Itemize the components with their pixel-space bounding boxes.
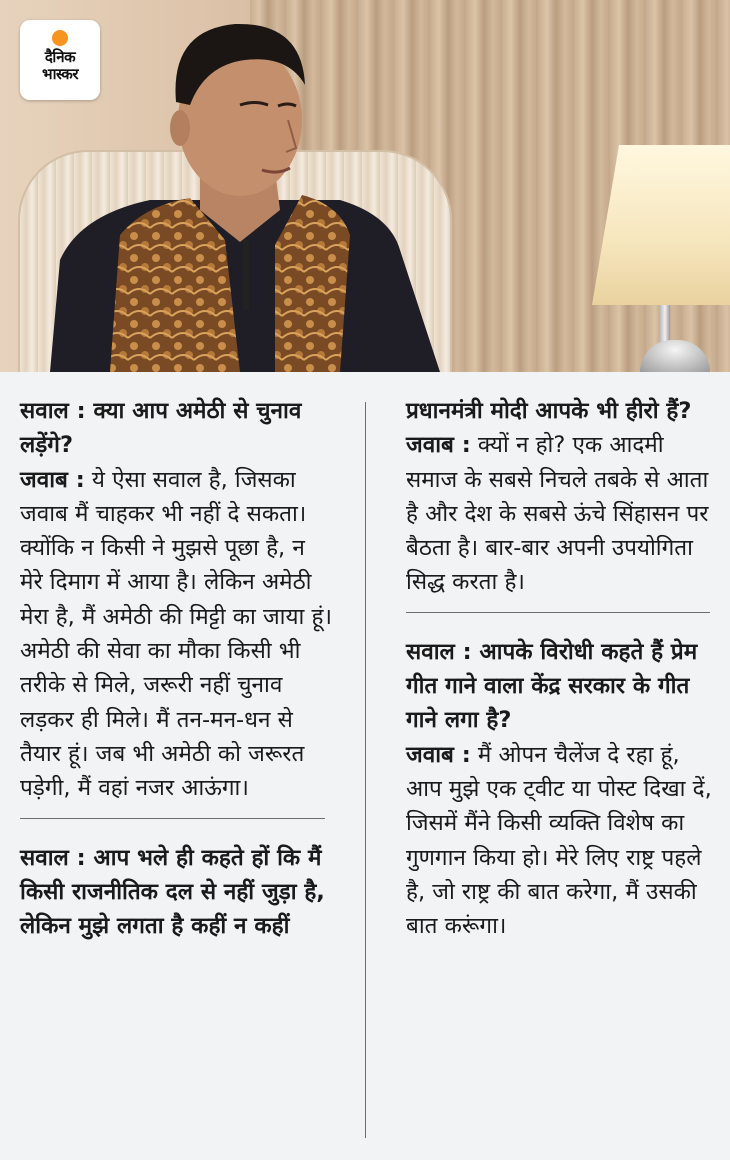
question-amethi: सवाल : क्या आप अमेठी से चुनाव लड़ेंगे?: [20, 398, 302, 459]
interview-photo: [0, 0, 730, 372]
answer-label: जवाब :: [20, 466, 85, 493]
right-column: [406, 372, 718, 943]
answer-amethi: [20, 463, 332, 806]
logo-text-line1: दैनिक: [44, 48, 76, 66]
logo-text-line2: भास्कर: [42, 65, 78, 83]
interviewee-figure: [40, 10, 460, 372]
question-political-party: सवाल : आप भले ही कहते हों कि मैं किसी राजनीतिक दल से नहीं जुड़ा है, लेकिन मुझे लगता है कहीं न कहीं: [20, 844, 325, 940]
question-modi-hero: प्रधानमंत्री मोदी आपके भी हीरो हैं?: [406, 398, 692, 424]
answer-opponents: [406, 738, 718, 944]
dainik-bhaskar-logo[interactable]: [20, 20, 100, 100]
question-opponents: सवाल : आपके विरोधी कहते हैं प्रेम गीत गाने वाला केंद्र सरकार के गीत गाने लगा है?: [406, 638, 698, 734]
sun-icon: [52, 30, 68, 46]
answer-modi-hero: [406, 428, 718, 599]
answer-text: क्यों न हो? एक आदमी समाज के सबसे निचले तबके से आता है और देश के सबसे ऊंचे सिंहासन पर बैठता है। बार-बार अपनी उपयोगिता सिद्ध करता है।: [406, 432, 709, 596]
answer-label: जवाब :: [406, 432, 471, 459]
answer-text: ये ऐसा सवाल है, जिसका जवाब मैं चाहकर भी नहीं दे सकता। क्योंकि न किसी ने मुझसे पूछा है, न मेरे दिमाग में आया है। लेकिन अमेठी मेरा है, मैं अमेठी की मिट्टी का जाया हूं। अमेठी की सेवा का मौका किसी भी तरीके से मिले, जरूरी नहीं चुनाव लड़कर ही मिले। मैं तन-मन-धन से तैयार हूं। जब भी अमेठी को जरूरत पड़ेगी, मैं वहां नजर आऊंगा।: [20, 466, 333, 802]
interview-text: [0, 372, 730, 1160]
answer-text: मैं ओपन चैलेंज दे रहा हूं, आप मुझे एक ट्वीट या पोस्ट दिखा दें, जिसमें मैंने किसी व्यक्ति विशेष का गुणगान किया हो। मेरे लिए राष्ट्र पहले है, जो राष्ट्र की बात करेगा, मैं उसकी बात करूंगा।: [406, 741, 712, 940]
answer-label: जवाब :: [406, 741, 471, 768]
left-column: [20, 372, 332, 943]
column-divider: [365, 402, 366, 1138]
